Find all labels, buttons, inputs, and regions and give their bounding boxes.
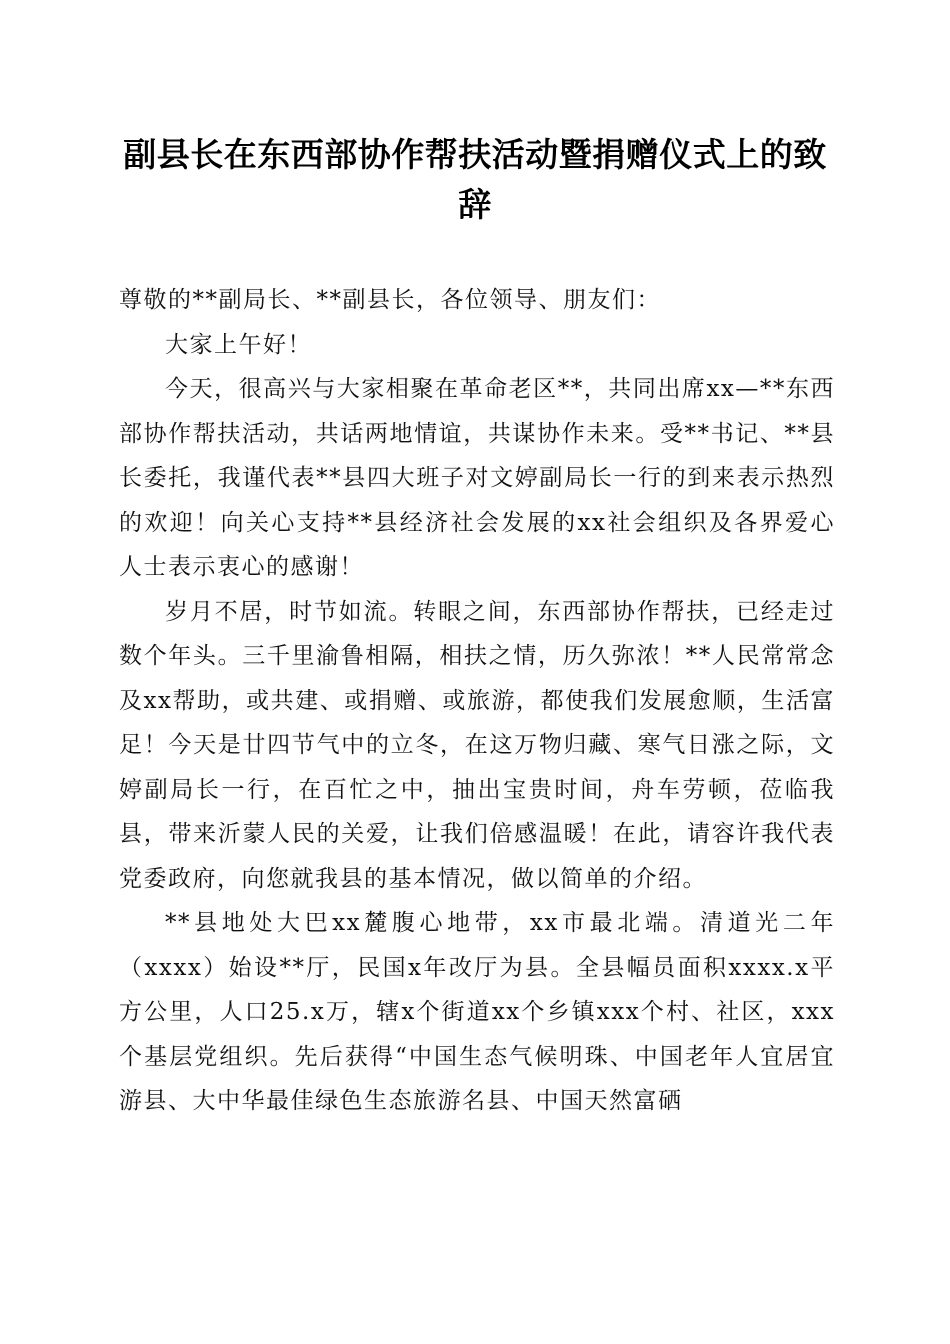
salutation-paragraph: 尊敬的**副局长、**副县长，各位领导、朋友们：: [119, 287, 661, 313]
document-title: 副县长在东西部协作帮扶活动暨捐赠仪式上的致辞: [123, 135, 827, 224]
friendship-paragraph: 岁月不居，时节如流。转眼之间，东西部协作帮扶，已经走过数个年头。三千里渝鲁相隔，相扶之情，历久弥浓！**人民常常念及xx帮助，或共建、或捐赠、或旅游，都使我们发展愈顺，生活富足！今天是廿四节气中的立冬，在这万物归藏、寒气日涨之际，文婷副局长一行，在百忙之中，抽出宝贵时间，舟车劳顿，莅临我县，带来沂蒙人民的关爱，让我们倍感温暖！在此，请容许我代表党委政府，向您就我县的基本情况，做以简单的介绍。: [119, 598, 835, 892]
welcome-paragraph: 今天，很高兴与大家相聚在革命老区**，共同出席xx—**东西部协作帮扶活动，共话两地情谊，共谋协作未来。受**书记、**县长委托，我谨代表**县四大班子对文婷副局长一行的到来表示热烈的欢迎！向关心支持**县经济社会发展的xx社会组织及各界爱心人士表示衷心的感谢！: [119, 376, 835, 580]
county-intro-paragraph: **县地处大巴xx麓腹心地带，xx市最北端。清道光二年（xxxx）始设**厅，民国x年改厅为县。全县幅员面积xxxx.x平方公里，人口25.x万，辖x个街道xx个乡镇xxx个村、社区，xxx个基层党组织。先后获得“中国生态气候明珠、中国老年人宜居宜游县、大中华最佳绿色生态旅游名县、中国天然富硒: [119, 910, 835, 1114]
greeting-paragraph: 大家上午好！: [165, 331, 312, 358]
document-body: [119, 278, 835, 1124]
